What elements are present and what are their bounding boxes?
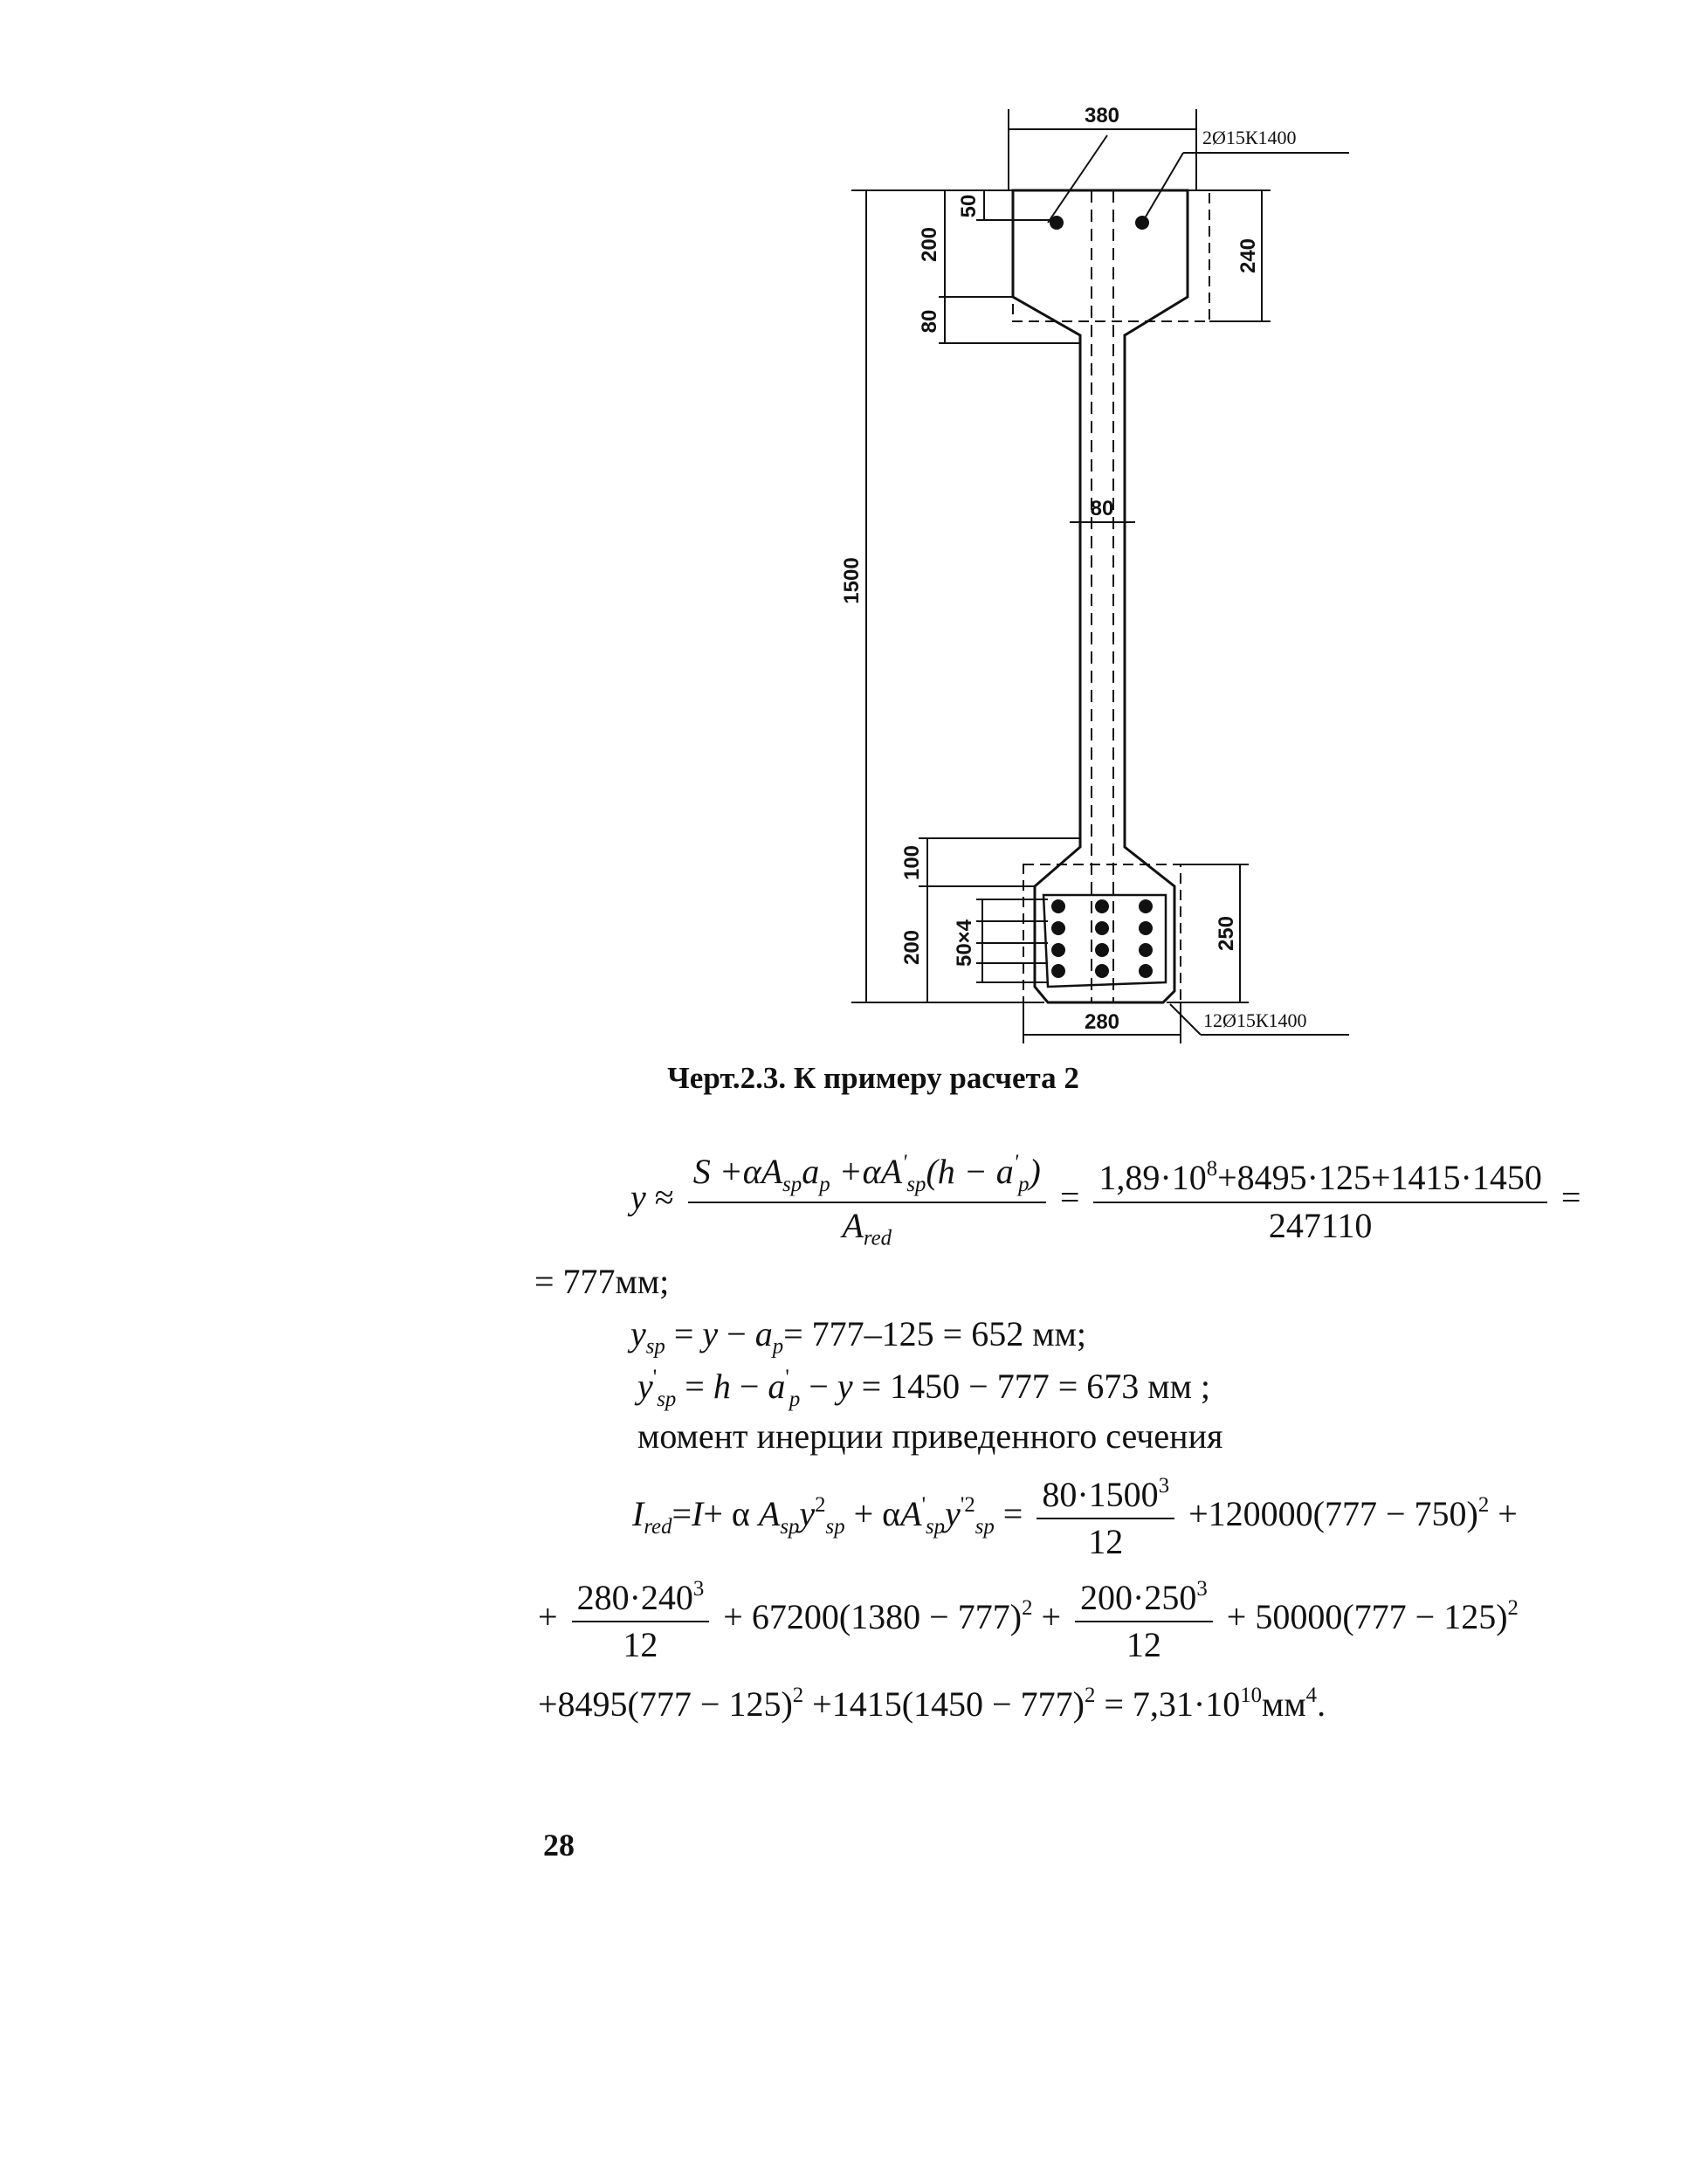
callout-top: 2Ø15К1400 bbox=[1202, 127, 1297, 148]
dim-top-haunch: 80 bbox=[918, 309, 941, 334]
equation-y: y ≈ $\frac{S +\alpha A_{sp}a_p +\alpha A'_{sp}(h - a'_p)}{A_{red}}$ = $\frac{1,89\cdot 10^8+8495\cdot 125+1415\cdot 1450}{247110}$ = bbox=[630, 1151, 1581, 1250]
equation-line3: $+8495(777 - 125)^2 +1415(1450 - 777)^2 = 7,31\cdot 10^{10}мм^4$. bbox=[538, 1684, 1326, 1725]
dim-bar-spacing: 50×4 bbox=[953, 919, 976, 968]
dim-top-width: 380 bbox=[1084, 104, 1120, 127]
figure-caption: Черт.2.3. К примеру расчета 2 bbox=[667, 1061, 1079, 1095]
dim-top-cover: 50 bbox=[957, 194, 981, 218]
dim-bottom-flange-height: 200 bbox=[900, 929, 924, 966]
page-number: 28 bbox=[543, 1828, 575, 1863]
equation-ysp-prime: $y'_{sp} = h - a'_p - y = 1450 - 777 = 673$ мм ; bbox=[637, 1366, 1211, 1411]
dim-top-flange-height: 200 bbox=[918, 226, 941, 263]
equation-line2: + $\frac{280\cdot 240^3}{12}$ + $67200(1380 - 777)^2$ + $\frac{200\cdot 250^3}{12}$ + $50000(777 - 125)^2$ bbox=[538, 1577, 1519, 1665]
dim-total-height: 1500 bbox=[840, 557, 864, 604]
equation-ysp: $y_{sp} = y - a_p= 777-125 = 652$ мм; bbox=[630, 1314, 1086, 1359]
inertia-text: момент инерции приведенного сечения bbox=[637, 1416, 1223, 1456]
dim-top-right-height: 240 bbox=[1236, 238, 1260, 274]
callout-bottom: 12Ø15К1400 bbox=[1203, 1009, 1307, 1031]
section-outline bbox=[1013, 190, 1188, 1002]
dim-bottom-right-height: 250 bbox=[1215, 915, 1238, 952]
equation-ired: $I_{red}=I+ \alpha$ $A_{sp}y^2_{sp} + \alpha A'_{sp}y^{'2}_{sp}$ = $\frac{80\cdot 1500^3}{12}$ $+120000(777 - 750)^2$ + bbox=[632, 1474, 1518, 1562]
dim-web-width: 80 bbox=[1090, 497, 1114, 520]
result-line: = 777мм; bbox=[534, 1262, 670, 1301]
dim-bottom-haunch: 100 bbox=[900, 844, 924, 881]
dim-bottom-width: 280 bbox=[1084, 1010, 1120, 1034]
cross-section-drawing bbox=[0, 0, 1708, 1065]
